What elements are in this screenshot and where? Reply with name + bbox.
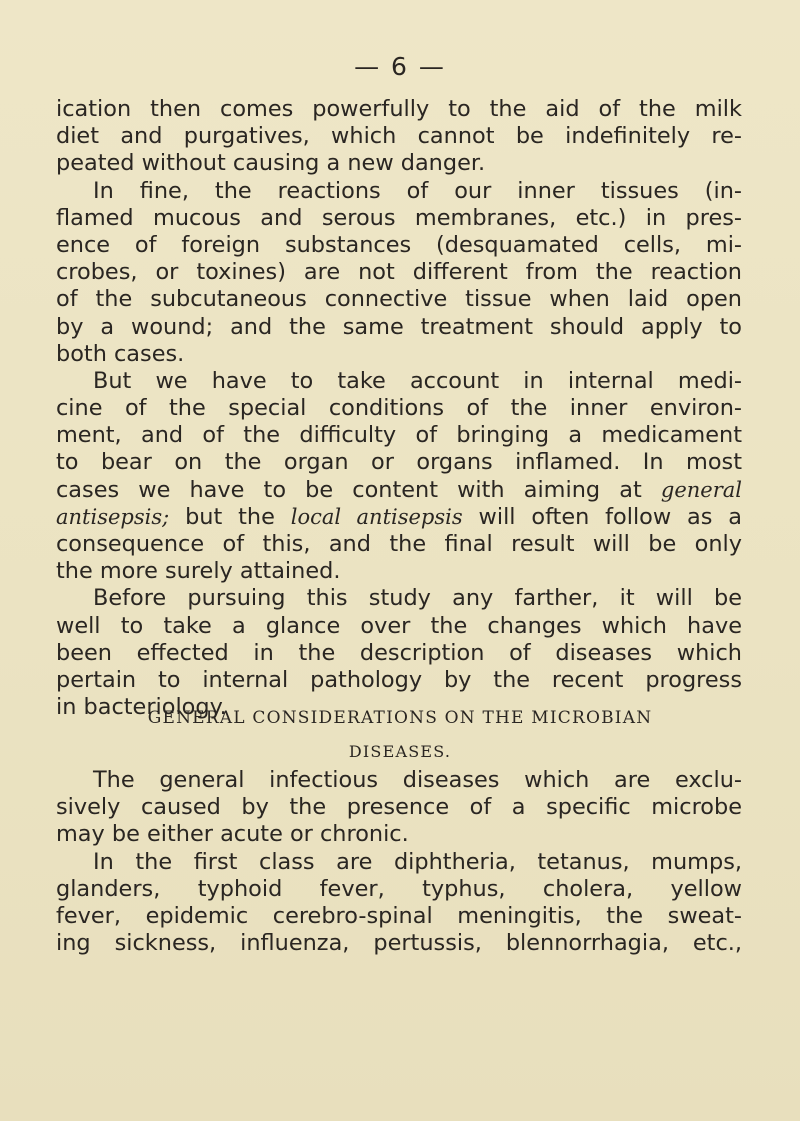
text-line: ication then comes powerfully to the aid of the milk [56,96,742,122]
text-line: the more surely attained. [56,558,341,585]
text-line: ence of foreign substances (desquamated cells, mi- [56,231,742,258]
text-line: diet and purgatives, which cannot be indefinitely re- [56,123,742,150]
text-line: well to take a glance over the changes which have [56,612,742,639]
text-line: to bear on the organ or organs inflamed. In most [56,449,742,476]
text-run: will often follow as a [478,503,743,530]
text-line: ing sickness, influenza, pertussis, blennorrhagia, etc., [56,930,742,957]
text-line: But we have to take account in internal medi- [93,367,742,394]
italic-text-run: antisepsis; [56,504,170,529]
text-line: The general infectious diseases which are exclu- [93,767,742,793]
text-line: glanders, typhoid fever, typhus, cholera, yellow [56,875,742,902]
text-line: peated without causing a new danger. [56,150,486,177]
text-line: cine of the special conditions of the inner environ- [56,395,742,422]
text-line: fever, epidemic cerebro-spinal meningitis, the sweat- [56,902,742,929]
text-line-mixed [56,504,742,531]
text-line: both cases. [56,340,185,367]
text-run: but the [185,503,275,530]
text-line: of the subcutaneous connective tissue when laid open [56,286,742,313]
text-line-mixed [56,477,742,504]
page-number: — 6 — [354,52,446,81]
text-line: flamed mucous and serous membranes, etc.) in pres- [56,204,742,231]
text-line: may be either acute or chronic. [56,821,409,848]
text-line: ment, and of the difficulty of bringing a medicament [56,422,742,449]
text-run: cases we have to be content with aiming at [56,476,642,503]
text-line: by a wound; and the same treatment should apply to [56,313,742,340]
text-line: In the first class are diphtheria, tetanus, mumps, [93,848,742,875]
section-heading: GENERAL CONSIDERATIONS ON THE MICROBIAN [147,708,653,728]
text-line: been effected in the description of diseases which [56,639,742,666]
text-block-section [56,767,742,957]
text-line: Before pursuing this study any farther, it will be [93,585,742,612]
section-heading-continued: DISEASES. [348,742,452,761]
text-line: pertain to internal pathology by the recent progress [56,666,742,693]
text-line: sively caused by the presence of a specific microbe [56,794,742,821]
text-block-main [56,96,742,721]
italic-text-run: local antisepsis [290,504,463,529]
text-line: crobes, or toxines) are not different from the reaction [56,259,742,286]
italic-text-run: general [660,477,742,502]
text-line: in bacteriology. [56,694,227,721]
text-line: consequence of this, and the final result will be only [56,531,742,557]
text-line: In fine, the reactions of our inner tissues (in- [93,177,742,204]
